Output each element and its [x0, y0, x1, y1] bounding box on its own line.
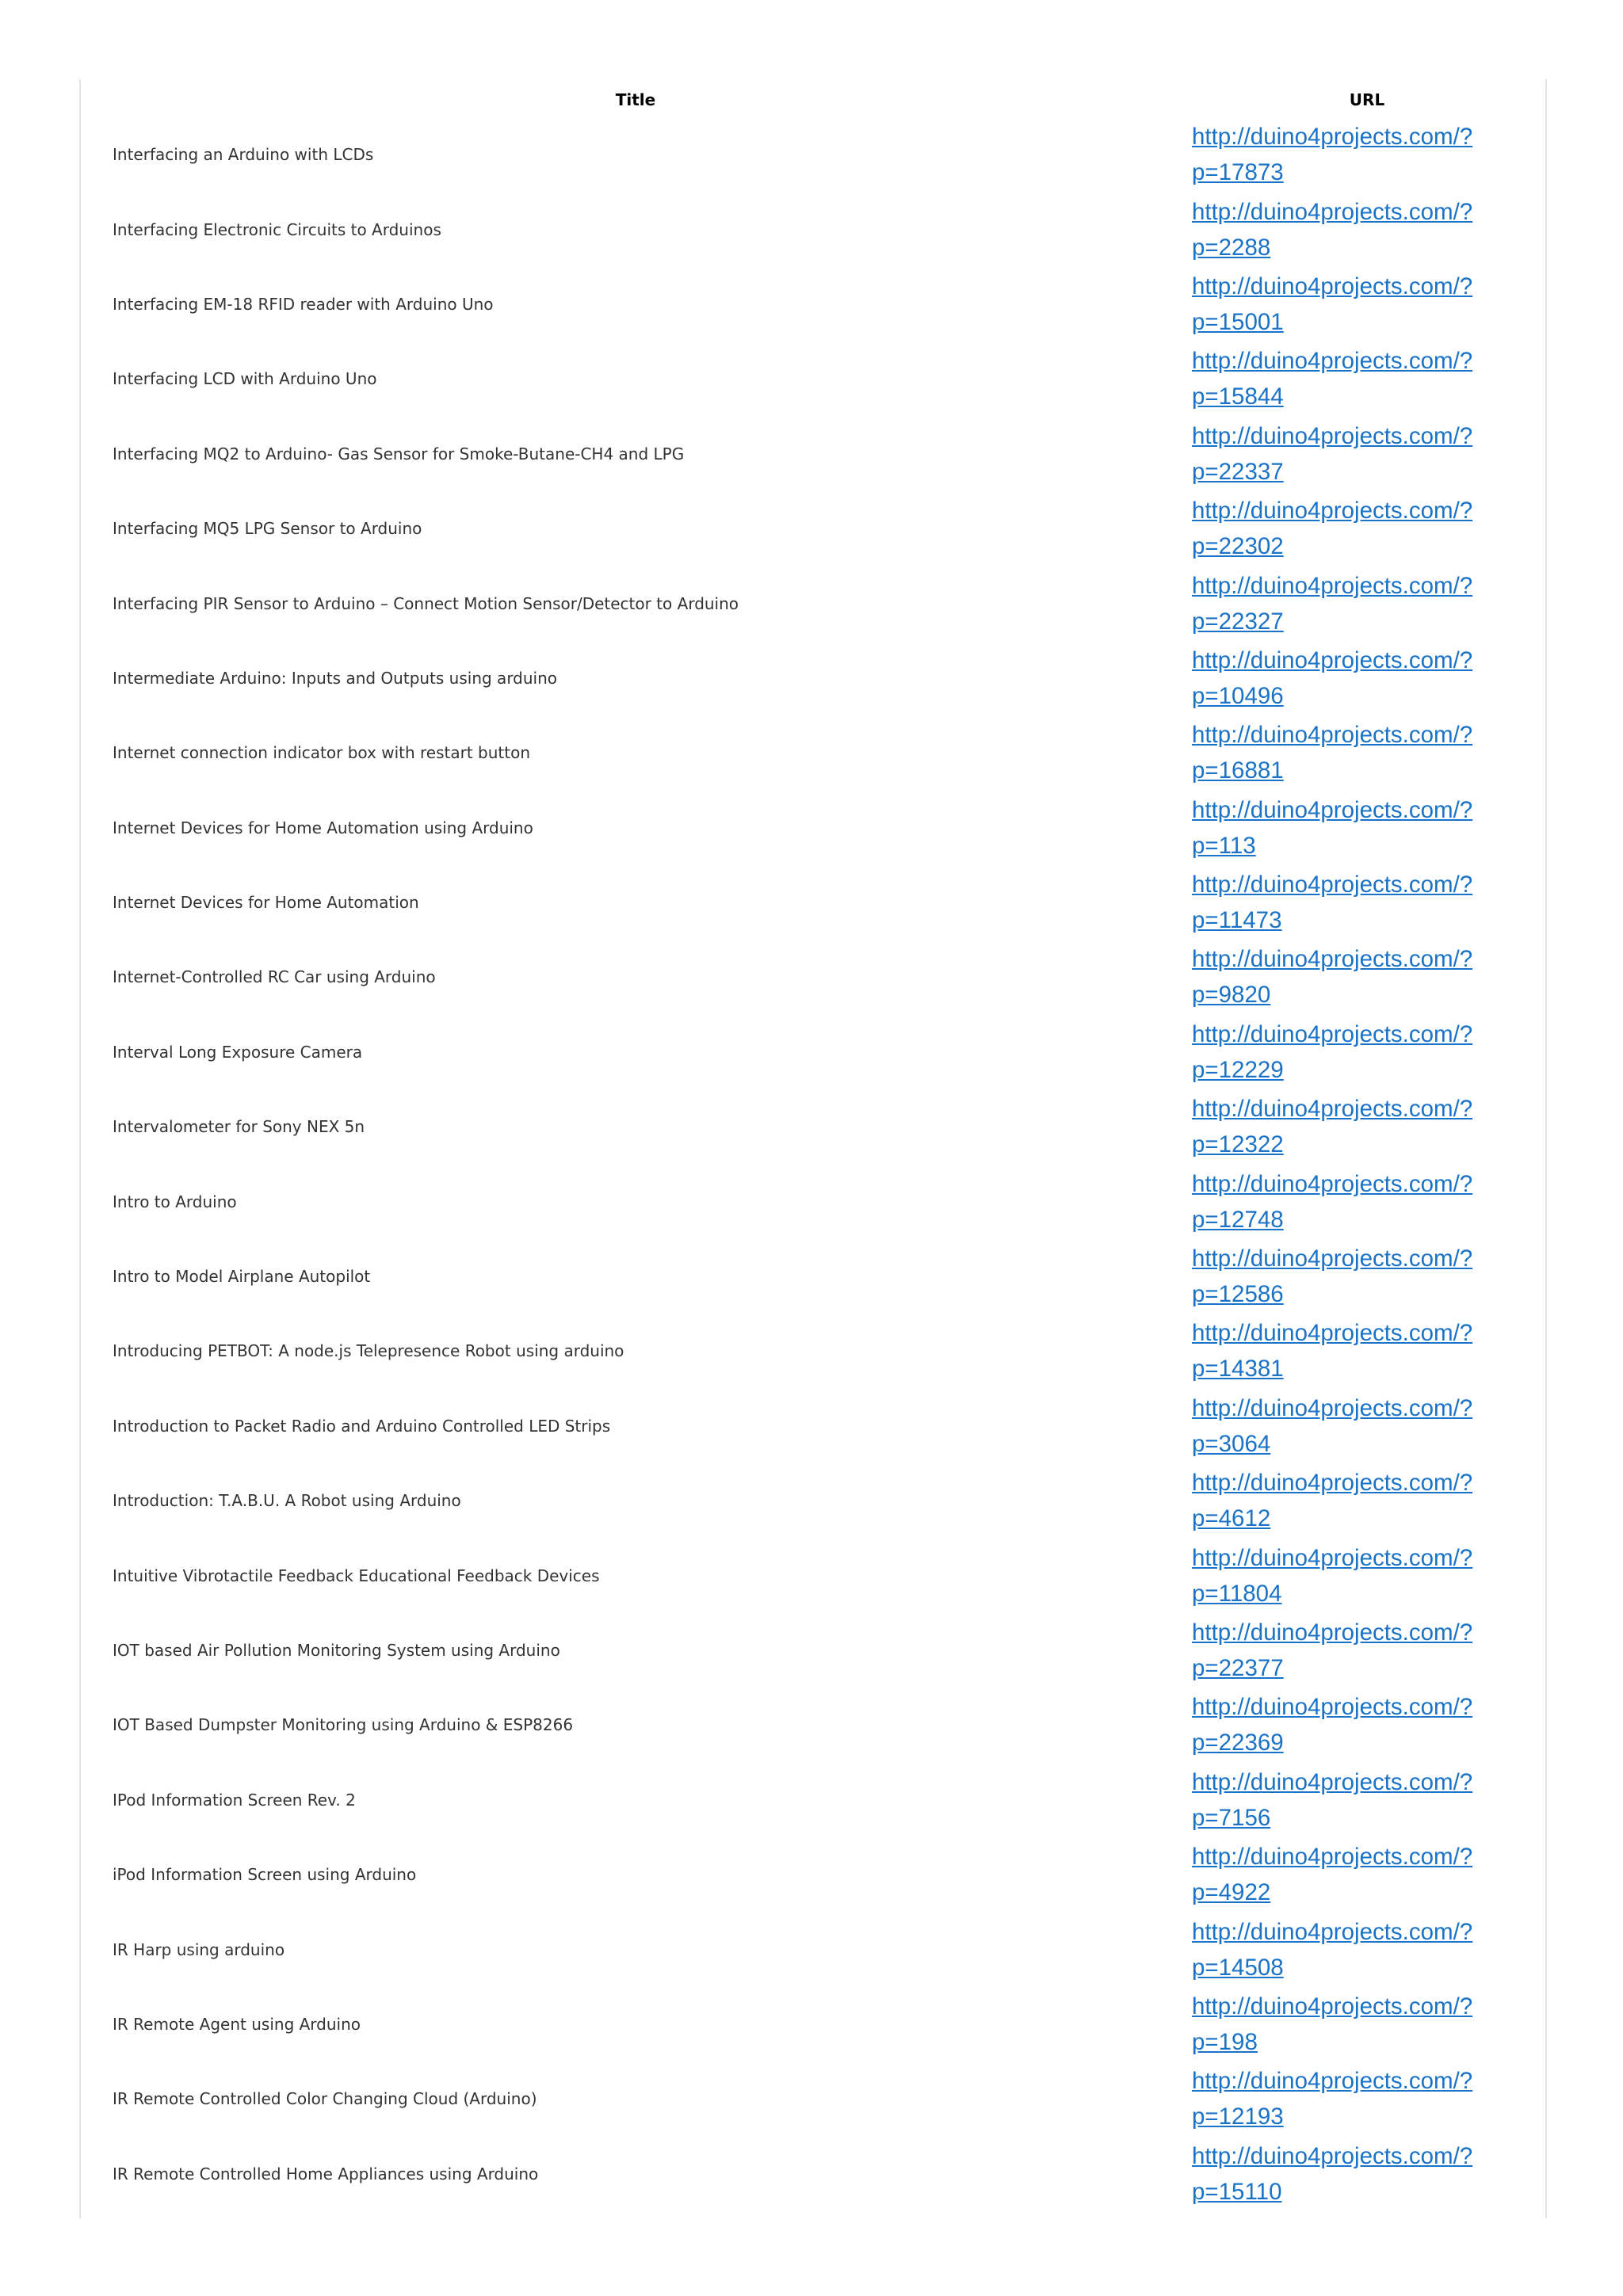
row-url-cell: [1190, 341, 1544, 416]
row-title: Interval Long Exposure Camera: [113, 1042, 363, 1062]
table-row: [81, 1314, 1544, 1388]
url-column-header: URL: [1349, 90, 1385, 109]
row-url-cell: [1190, 940, 1544, 1014]
header-row: [81, 82, 1544, 117]
table-row: [81, 566, 1544, 640]
row-title: Interfacing PIR Sensor to Arduino – Connect Motion Sensor/Detector to Arduino: [113, 593, 739, 613]
table-row: [81, 940, 1544, 1014]
table-row: [81, 865, 1544, 940]
row-url-cell: [1190, 192, 1544, 266]
row-title: IR Remote Controlled Home Appliances using Arduino: [113, 2164, 539, 2183]
row-url-cell: [1190, 1314, 1544, 1388]
row-title: Introduction to Packet Radio and Arduino Controlled LED Strips: [113, 1416, 611, 1436]
table-row: [81, 1987, 1544, 2061]
row-url-link[interactable]: http://duino4projects.com/?p=15001: [1192, 273, 1473, 335]
row-url-cell: [1190, 1164, 1544, 1238]
table-row: [81, 192, 1544, 266]
row-title: Intro to Arduino: [113, 1192, 237, 1211]
table-row: [81, 417, 1544, 491]
row-url-cell: [1190, 117, 1544, 192]
row-url-cell: [1190, 267, 1544, 341]
row-url-cell: [1190, 1912, 1544, 1986]
row-title: Introduction: T.A.B.U. A Robot using Arduino: [113, 1491, 461, 1511]
row-url-link[interactable]: http://duino4projects.com/?p=15844: [1192, 348, 1473, 410]
row-title: Intervalometer for Sony NEX 5n: [113, 1117, 365, 1137]
row-url-link[interactable]: http://duino4projects.com/?p=11473: [1192, 871, 1473, 934]
table-row: [81, 1089, 1544, 1164]
row-title: IOT based Air Pollution Monitoring System using Arduino: [113, 1641, 560, 1660]
table-row: [81, 641, 1544, 715]
row-url-cell: [1190, 566, 1544, 640]
row-title: Interfacing an Arduino with LCDs: [113, 145, 374, 165]
row-url-link[interactable]: http://duino4projects.com/?p=10496: [1192, 646, 1473, 709]
table-row: [81, 2061, 1544, 2136]
table-body: [81, 117, 1544, 2211]
row-title: Interfacing Electronic Circuits to Arduinos: [113, 219, 441, 239]
row-url-cell: [1190, 641, 1544, 715]
row-title: Interfacing LCD with Arduino Uno: [113, 369, 377, 389]
row-title: Internet Devices for Home Automation: [113, 893, 419, 913]
row-url-cell: [1190, 491, 1544, 566]
row-url-cell: [1190, 1239, 1544, 1314]
row-title: Intuitive Vibrotactile Feedback Educational Feedback Devices: [113, 1566, 600, 1585]
row-url-link[interactable]: http://duino4projects.com/?p=11804: [1192, 1544, 1473, 1607]
row-url-cell: [1190, 715, 1544, 790]
row-url-cell: [1190, 1389, 1544, 1463]
row-title: Interfacing EM-18 RFID reader with Arduino Uno: [113, 294, 494, 314]
row-url-link[interactable]: http://duino4projects.com/?p=198: [1192, 1993, 1473, 2055]
row-url-link[interactable]: http://duino4projects.com/?p=113: [1192, 796, 1473, 859]
table-row: [81, 1688, 1544, 1762]
row-title: Interfacing MQ5 LPG Sensor to Arduino: [113, 519, 422, 539]
row-url-link[interactable]: http://duino4projects.com/?p=12748: [1192, 1170, 1473, 1233]
row-url-cell: [1190, 1463, 1544, 1538]
row-url-link[interactable]: http://duino4projects.com/?p=4612: [1192, 1470, 1473, 1532]
row-title: Intermediate Arduino: Inputs and Outputs using arduino: [113, 668, 558, 688]
table-row: [81, 1837, 1544, 1912]
row-url-link[interactable]: http://duino4projects.com/?p=4922: [1192, 1844, 1473, 1906]
row-url-link[interactable]: http://duino4projects.com/?p=16881: [1192, 722, 1473, 784]
table-row: [81, 1613, 1544, 1688]
row-url-link[interactable]: http://duino4projects.com/?p=3064: [1192, 1394, 1473, 1457]
table-row: [81, 1912, 1544, 1986]
title-column-header: Title: [615, 90, 656, 109]
table-row: [81, 1389, 1544, 1463]
row-url-cell: [1190, 2137, 1544, 2211]
row-url-cell: [1190, 1763, 1544, 1837]
row-url-link[interactable]: http://duino4projects.com/?p=12322: [1192, 1096, 1473, 1158]
row-title: Intro to Model Airplane Autopilot: [113, 1267, 371, 1287]
row-url-cell: [1190, 417, 1544, 491]
row-title: IR Harp using arduino: [113, 1939, 285, 1959]
row-url-link[interactable]: http://duino4projects.com/?p=14508: [1192, 1918, 1473, 1981]
row-url-link[interactable]: http://duino4projects.com/?p=15110: [1192, 2142, 1473, 2205]
table-row: [81, 2137, 1544, 2211]
row-url-link[interactable]: http://duino4projects.com/?p=22377: [1192, 1619, 1473, 1681]
row-url-link[interactable]: http://duino4projects.com/?p=9820: [1192, 946, 1473, 1009]
row-url-link[interactable]: http://duino4projects.com/?p=17873: [1192, 124, 1473, 186]
table-row: [81, 341, 1544, 416]
row-url-cell: [1190, 1089, 1544, 1164]
table-row: [81, 1463, 1544, 1538]
row-url-link[interactable]: http://duino4projects.com/?p=7156: [1192, 1768, 1473, 1831]
projects-table: [81, 82, 1544, 2211]
row-url-link[interactable]: http://duino4projects.com/?p=22302: [1192, 498, 1473, 560]
row-title: IR Remote Agent using Arduino: [113, 2014, 361, 2034]
row-url-cell: [1190, 1613, 1544, 1688]
row-url-cell: [1190, 2061, 1544, 2136]
row-url-link[interactable]: http://duino4projects.com/?p=2288: [1192, 198, 1473, 261]
row-title: Internet-Controlled RC Car using Arduino: [113, 967, 436, 987]
row-url-cell: [1190, 1015, 1544, 1089]
row-title: Internet connection indicator box with restart button: [113, 743, 531, 763]
row-url-link[interactable]: http://duino4projects.com/?p=22369: [1192, 1694, 1473, 1756]
table-row: [81, 1538, 1544, 1612]
row-title: Introducing PETBOT: A node.js Telepresence Robot using arduino: [113, 1341, 624, 1361]
table-row: [81, 715, 1544, 790]
row-url-cell: [1190, 1538, 1544, 1612]
table-row: [81, 1239, 1544, 1314]
row-url-link[interactable]: http://duino4projects.com/?p=14381: [1192, 1320, 1473, 1383]
row-title: IPod Information Screen Rev. 2: [113, 1790, 356, 1810]
row-title: IR Remote Controlled Color Changing Cloud (Arduino): [113, 2089, 537, 2109]
row-title: Interfacing MQ2 to Arduino- Gas Sensor for Smoke-Butane-CH4 and LPG: [113, 444, 685, 463]
table-row: [81, 1015, 1544, 1089]
table-row: [81, 117, 1544, 192]
row-title: IOT Based Dumpster Monitoring using Arduino & ESP8266: [113, 1715, 574, 1735]
row-url-cell: [1190, 791, 1544, 865]
row-url-link[interactable]: http://duino4projects.com/?p=12229: [1192, 1020, 1473, 1083]
row-url-cell: [1190, 865, 1544, 940]
row-url-link[interactable]: http://duino4projects.com/?p=12193: [1192, 2068, 1473, 2130]
table-row: [81, 1763, 1544, 1837]
table-row: [81, 491, 1544, 566]
row-url-link[interactable]: http://duino4projects.com/?p=12586: [1192, 1245, 1473, 1308]
table-row: [81, 1164, 1544, 1238]
table-row: [81, 791, 1544, 865]
table-row: [81, 267, 1544, 341]
row-url-link[interactable]: http://duino4projects.com/?p=22337: [1192, 422, 1473, 485]
row-url-cell: [1190, 1688, 1544, 1762]
row-url-link[interactable]: http://duino4projects.com/?p=22327: [1192, 572, 1473, 635]
table-header: [81, 82, 1544, 117]
row-url-cell: [1190, 1837, 1544, 1912]
row-title: iPod Information Screen using Arduino: [113, 1865, 417, 1885]
row-url-cell: [1190, 1987, 1544, 2061]
row-title: Internet Devices for Home Automation using Arduino: [113, 818, 533, 837]
